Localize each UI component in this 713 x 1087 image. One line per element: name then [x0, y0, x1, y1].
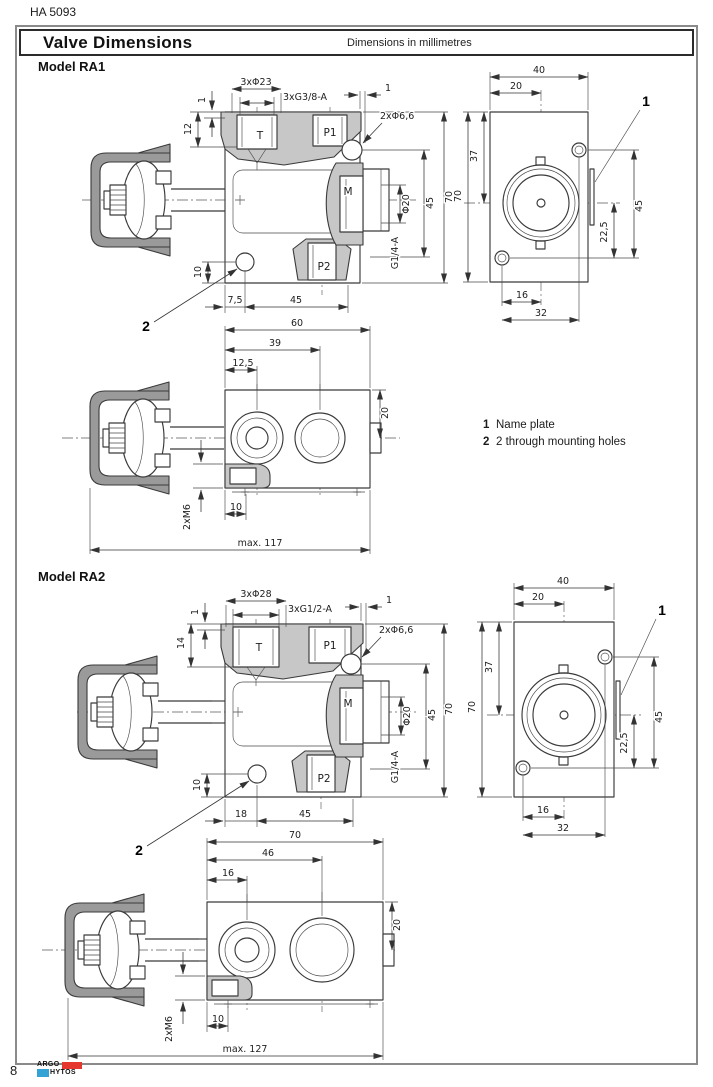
- logo-word-argo: ARGO: [37, 1061, 60, 1068]
- dim-body-height: 70: [444, 702, 455, 716]
- argo-hytos-logo: [37, 1061, 82, 1077]
- dim-hole-up: 10: [193, 265, 204, 279]
- dim-half-width: 20: [509, 81, 523, 92]
- legend-item-mounting-holes: [483, 436, 626, 453]
- port-label-p2: P2: [317, 773, 331, 785]
- dim-screws: 2xM6: [164, 1016, 175, 1042]
- dim-hole-y: 37: [484, 660, 495, 674]
- dim-height: 70: [453, 189, 464, 203]
- dim-port-depth: 12: [183, 122, 194, 136]
- page-number: 8: [10, 1063, 18, 1078]
- dim-m-thread: G1/4-A: [390, 750, 401, 784]
- callout-mounting-holes: 2: [142, 318, 150, 334]
- logo-row-top: [37, 1061, 82, 1069]
- logo-row-bottom: [37, 1069, 82, 1077]
- dim-screws: 2xM6: [182, 504, 193, 530]
- logo-word-hytos: HYTOS: [50, 1069, 76, 1076]
- name-plate: [590, 169, 594, 225]
- page-title: Valve Dimensions: [43, 32, 193, 52]
- dim-m-diameter: Φ20: [402, 706, 413, 726]
- dim-first-port: 12,5: [232, 358, 254, 369]
- dim-m-diameter: Φ20: [401, 194, 412, 214]
- dim-hole-left: 7,5: [227, 295, 243, 306]
- callout-mounting-holes: 2: [135, 842, 143, 858]
- dim-screw-x: 10: [229, 502, 243, 513]
- port-label-p1: P1: [323, 127, 337, 139]
- dim-port-depth: 14: [176, 636, 187, 650]
- dim-first-port: 16: [221, 868, 235, 879]
- port-label-m: M: [343, 186, 353, 198]
- name-plate: [616, 681, 620, 739]
- dim-45-span: 45: [427, 708, 438, 722]
- dim-ports-span: 45: [289, 295, 303, 306]
- callout-name-plate: 1: [658, 602, 666, 618]
- port-label-m: M: [343, 698, 353, 710]
- legend-item-2-number: 2: [483, 436, 490, 448]
- dim-half-width: 20: [531, 592, 545, 603]
- dim-height: 70: [467, 700, 478, 714]
- dim-max-length: max. 127: [222, 1044, 268, 1055]
- dim-screw-x: 10: [211, 1014, 225, 1025]
- model-ra1-heading: Model RA1: [38, 59, 106, 74]
- dim-45-span: 45: [425, 196, 436, 210]
- legend-item-1-number: 1: [483, 419, 490, 431]
- dim-ports-span: 46: [261, 848, 275, 859]
- ra1-front-view-drawing: [80, 73, 458, 345]
- units-note: Dimensions in millimetres: [347, 36, 472, 49]
- ra1-bottom-view-drawing: [60, 316, 412, 562]
- dim-tab: 20: [392, 918, 403, 932]
- dim-width: 40: [532, 65, 546, 76]
- legend-item-name-plate: [483, 419, 626, 436]
- port-label-t: T: [256, 130, 264, 142]
- dim-width: 40: [556, 576, 570, 587]
- dim-length: 60: [290, 318, 304, 329]
- dim-ports-diameter: 3xΦ23: [240, 77, 272, 88]
- dim-m-thread: G1/4-A: [390, 236, 401, 270]
- port-label-t: T: [255, 642, 263, 654]
- legend: [483, 419, 626, 453]
- callout-name-plate: 1: [642, 93, 650, 109]
- mount-hole-bottom: [236, 253, 254, 271]
- mount-hole-bottom: [248, 765, 266, 783]
- ra2-front-view-drawing: [75, 583, 457, 865]
- dim-length: 70: [288, 830, 302, 841]
- ra1-side-view-drawing: [448, 62, 696, 332]
- model-ra2-heading: Model RA2: [38, 569, 106, 584]
- valve-body: [490, 112, 594, 282]
- dim-holes-16: 16: [515, 290, 529, 301]
- mount-hole-top: [341, 654, 361, 674]
- logo-blue-block: [37, 1069, 49, 1077]
- dim-holes-32: 32: [556, 823, 570, 834]
- dim-ports-span: 45: [298, 809, 312, 820]
- legend-item-2-text: 2 through mounting holes: [496, 436, 626, 448]
- dim-mount-holes: 2xΦ6,6: [379, 625, 414, 636]
- dim-ports-span: 39: [268, 338, 282, 349]
- title-bar: [19, 29, 694, 56]
- valve-body: [514, 622, 620, 797]
- dim-plate-mid: 22,5: [619, 732, 630, 754]
- dim-ports-diameter: 3xΦ28: [240, 589, 272, 600]
- dim-hole-offset: 1: [384, 83, 392, 94]
- dim-plate-span: 45: [654, 710, 665, 724]
- dim-hole-left: 18: [234, 809, 248, 820]
- doc-number: HA 5093: [30, 5, 77, 19]
- dim-holes-16: 16: [536, 805, 550, 816]
- port-label-p2: P2: [317, 261, 331, 273]
- dim-mount-holes: 2xΦ6,6: [380, 111, 415, 122]
- dim-top-edge: 1: [190, 608, 201, 616]
- dim-plate-span: 45: [634, 199, 645, 213]
- dim-ports-thread: 3xG3/8-A: [283, 92, 328, 103]
- dim-hole-y: 37: [469, 149, 480, 163]
- dim-hole-up: 10: [192, 778, 203, 792]
- valve-body: [221, 624, 389, 797]
- logo-red-block: [62, 1062, 82, 1069]
- dim-max-length: max. 117: [237, 538, 283, 549]
- dim-hole-offset: 1: [385, 595, 393, 606]
- valve-body: [207, 902, 394, 1008]
- dim-body-height: 70: [444, 190, 455, 204]
- legend-item-1-text: Name plate: [496, 419, 555, 431]
- dim-top-edge: 1: [197, 96, 208, 104]
- valve-body: [225, 390, 381, 496]
- dim-plate-mid: 22,5: [599, 221, 610, 243]
- dim-ports-thread: 3xG1/2-A: [288, 604, 333, 615]
- dim-holes-32: 32: [534, 308, 548, 319]
- valve-body: [221, 112, 389, 283]
- port-label-p1: P1: [323, 640, 337, 652]
- dim-tab: 20: [380, 406, 391, 420]
- ra2-bottom-view-drawing: [40, 828, 454, 1064]
- ra2-side-view-drawing: [455, 575, 697, 849]
- mount-hole-top: [342, 140, 362, 160]
